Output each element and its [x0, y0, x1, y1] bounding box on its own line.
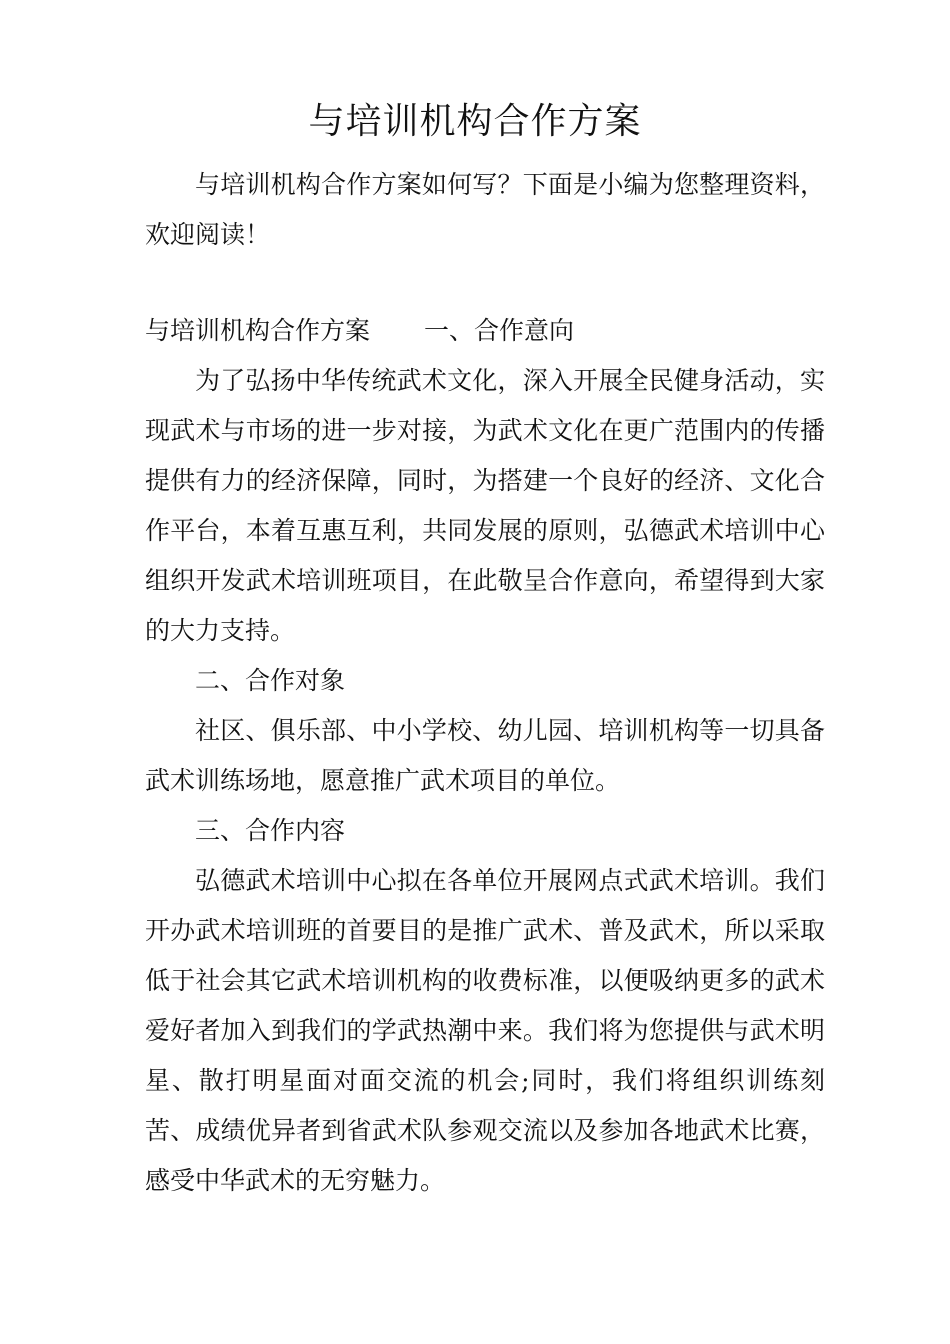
section-heading-line [145, 306, 825, 356]
section2-title: 二、合作对象 [195, 666, 346, 695]
section1-title: 一、合作意向 [424, 316, 575, 345]
section3-paragraph: 弘德武术培训中心拟在各单位开展网点式武术培训。我们开办武术培训班的首要目的是推广武术、普及武术，所以采取低于社会其它武术培训机构的收费标准，以便吸纳更多的武术爱好者加入到我们的学武热潮中来。我们将为您提供与武术明星、散打明星面对面交流的机会;同时，我们将组织训练刻苦、成绩优异者到省武术队参观交流以及参加各地武术比赛，感受中华武术的无穷魅力。 [145, 866, 825, 1195]
section2-paragraph: 社区、俱乐部、中小学校、幼儿园、培训机构等一切具备武术训练场地，愿意推广武术项目的单位。 [145, 716, 825, 795]
section3-title: 三、合作内容 [195, 816, 346, 845]
section1-paragraph: 为了弘扬中华传统武术文化，深入开展全民健身活动，实现武术与市场的进一步对接，为武术文化在更广范围内的传播提供有力的经济保障，同时，为搭建一个良好的经济、文化合作平台，本着互惠互利，共同发展的原则，弘德武术培训中心组织开发武术培训班项目，在此敬呈合作意向，希望得到大家的大力支持。 [145, 366, 825, 645]
section-heading-prefix: 与培训机构合作方案 [145, 316, 371, 345]
intro-paragraph: 与培训机构合作方案如何写？下面是小编为您整理资料，欢迎阅读！ [145, 170, 825, 249]
document-title: 与培训机构合作方案 [308, 101, 642, 142]
